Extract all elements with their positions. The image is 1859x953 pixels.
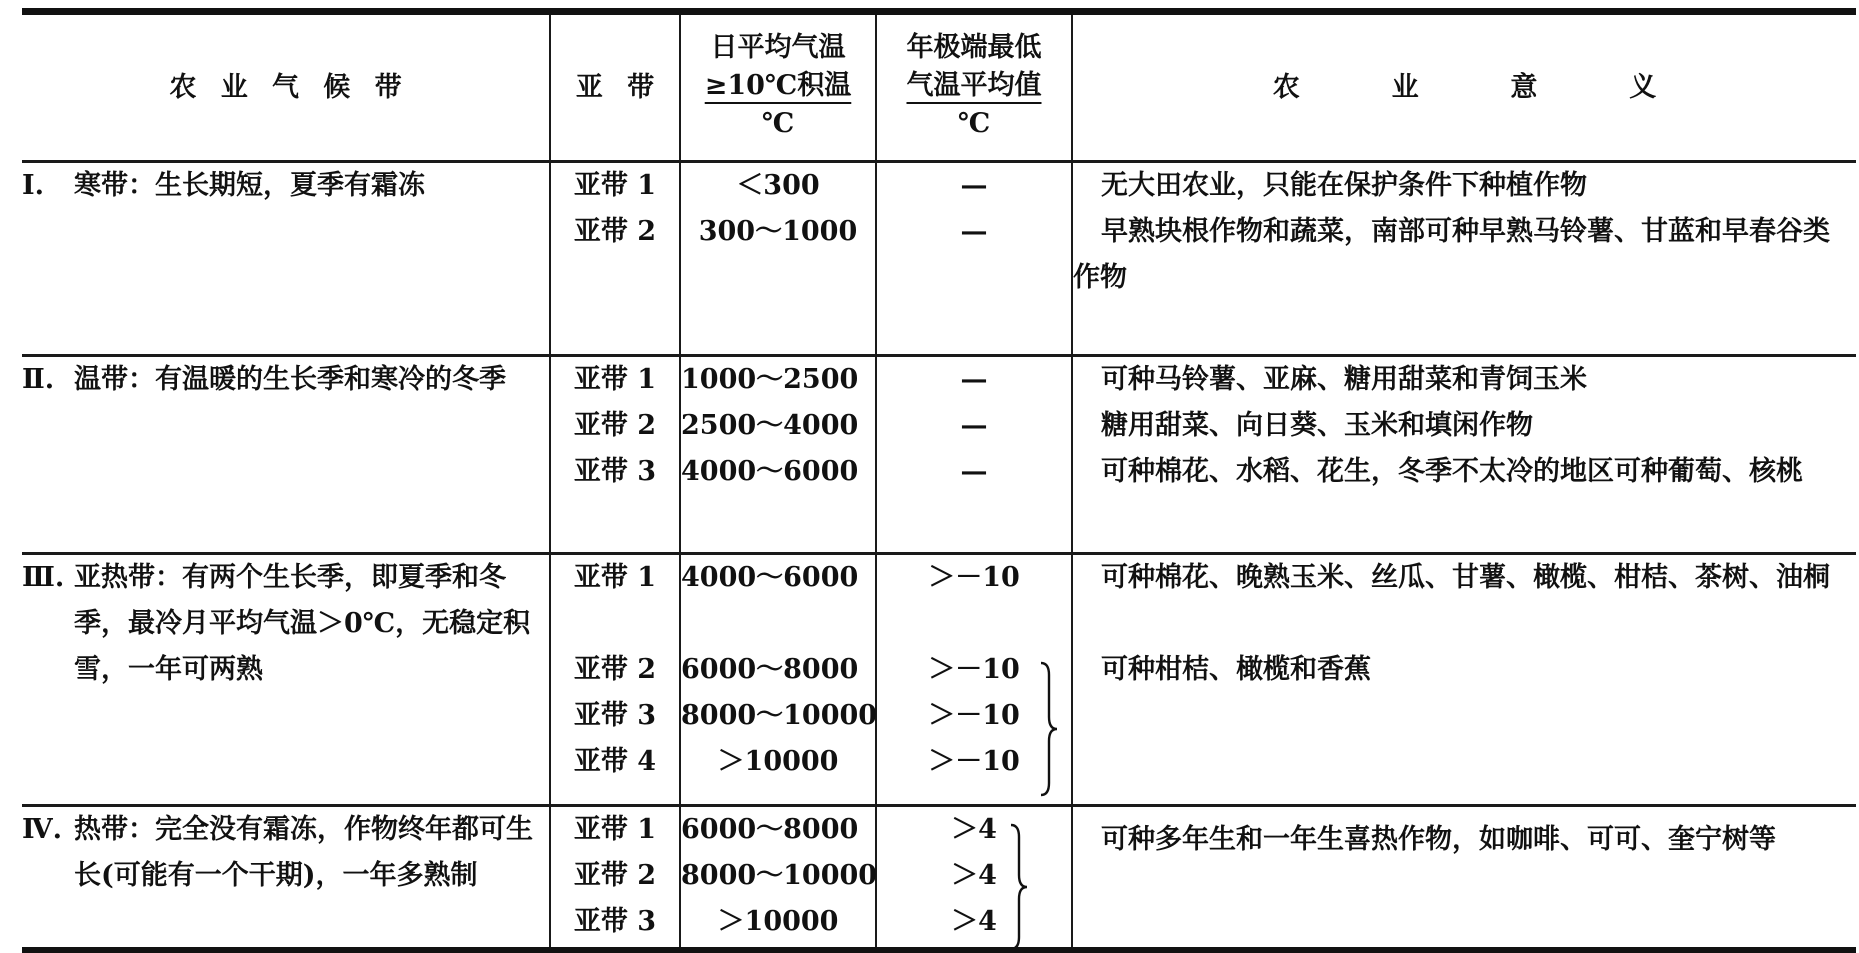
minimum-temp-value: ＞4 <box>951 860 997 891</box>
table-row <box>22 806 1856 950</box>
accumulated-temp-value: 8000～10000 <box>681 700 878 731</box>
zone-name-cell <box>22 162 550 356</box>
subzone-label: 亚带 3 <box>573 700 657 731</box>
zone-description: 亚热带：有两个生长季，即夏季和冬季，最冷月平均气温＞0℃，无稳定积雪，一年可两熟 <box>74 562 531 685</box>
zone-number: Ⅲ. <box>22 562 65 593</box>
table-header-row <box>22 12 1856 162</box>
significance-text: 早熟块根作物和蔬菜，南部可种早熟马铃薯、甘蓝和早春谷类作物 <box>1073 216 1830 293</box>
zone-name-cell <box>22 806 550 950</box>
zone-number: Ⅱ. <box>22 364 55 395</box>
zone-description: 热带：完全没有霜冻，作物终年都可生长(可能有一个干期)，一年多熟制 <box>74 814 533 891</box>
minimum-temp-value: ＞－10 <box>928 700 1020 731</box>
minimum-temp-value: — <box>960 216 988 247</box>
subzone-cell <box>550 162 680 356</box>
significance-text: 可种马铃薯、亚麻、糖用甜菜和青饲玉米 <box>1101 364 1587 395</box>
table-row <box>22 162 1856 356</box>
accumulated-temp-value: 8000～10000 <box>681 860 878 891</box>
accumulated-temp-cell <box>680 356 876 554</box>
significance-text: 可种棉花、水稻、花生，冬季不太冷的地区可种葡萄、核桃 <box>1101 456 1803 487</box>
header-minimum-temperature: 年极端最低 气温平均值 ℃ <box>876 12 1072 162</box>
accumulated-temp-value: 300～1000 <box>698 216 858 247</box>
significance-text: 可种棉花、晚熟玉米、丝瓜、甘薯、橄榄、柑桔、茶树、油桐 <box>1101 562 1830 593</box>
minimum-temp-value: — <box>960 364 988 395</box>
accumulated-temp-value: 4000～6000 <box>681 562 859 593</box>
agricultural-climate-zone-table <box>22 8 1856 953</box>
grouping-brace-icon <box>1037 659 1061 799</box>
header-accumulated-temperature: 日平均气温 ≥10℃积温 ℃ <box>680 12 876 162</box>
accumulated-temp-value: 4000～6000 <box>681 456 859 487</box>
zone-number: Ⅳ. <box>22 814 63 845</box>
accumulated-temp-value: ＞10000 <box>717 746 839 777</box>
accumulated-temp-value: 6000～8000 <box>681 814 859 845</box>
subzone-label: 亚带 1 <box>573 814 657 845</box>
header-agricultural-significance: 农业意义 <box>1072 12 1856 162</box>
zone-name-cell <box>22 356 550 554</box>
subzone-cell <box>550 806 680 950</box>
subzone-label: 亚带 2 <box>573 860 657 891</box>
accumulated-temp-value: 1000～2500 <box>681 364 859 395</box>
accumulated-temp-value: 2500～4000 <box>681 410 859 441</box>
significance-text: 糖用甜菜、向日葵、玉米和填闲作物 <box>1101 410 1533 441</box>
significance-cell <box>1072 162 1856 356</box>
minimum-temp-value: ＞4 <box>951 814 997 845</box>
subzone-label: 亚带 1 <box>573 170 657 201</box>
accumulated-temp-cell <box>680 554 876 806</box>
subzone-label: 亚带 2 <box>573 216 657 247</box>
minimum-temp-cell <box>876 356 1072 554</box>
accumulated-temp-cell <box>680 162 876 356</box>
subzone-label: 亚带 4 <box>573 746 657 777</box>
zone-number: Ⅰ. <box>22 170 45 201</box>
minimum-temp-value: — <box>960 410 988 441</box>
subzone-cell <box>550 554 680 806</box>
zone-description: 温带：有温暖的生长季和寒冷的冬季 <box>74 364 506 395</box>
subzone-label: 亚带 1 <box>573 562 657 593</box>
minimum-temp-value: ＞－10 <box>928 562 1020 593</box>
minimum-temp-value: — <box>960 456 988 487</box>
subzone-label: 亚带 1 <box>573 364 657 395</box>
subzone-cell <box>550 356 680 554</box>
significance-text: 无大田农业，只能在保护条件下种植作物 <box>1101 170 1587 201</box>
significance-cell <box>1072 806 1856 950</box>
header-subzone: 亚带 <box>550 12 680 162</box>
subzone-label: 亚带 2 <box>573 654 657 685</box>
minimum-temp-value: ＞－10 <box>928 654 1020 685</box>
zone-description: 寒带：生长期短，夏季有霜冻 <box>74 170 425 201</box>
accumulated-temp-value: ＜300 <box>736 170 820 201</box>
significance-cell <box>1072 356 1856 554</box>
subzone-label: 亚带 3 <box>573 906 657 937</box>
subzone-label: 亚带 3 <box>573 456 657 487</box>
minimum-temp-value: ＞4 <box>951 906 997 937</box>
minimum-temp-cell <box>876 806 1072 950</box>
accumulated-temp-value: ＞10000 <box>717 906 839 937</box>
minimum-temp-cell <box>876 554 1072 806</box>
grouping-brace-icon <box>1007 821 1031 953</box>
significance-cell <box>1072 554 1856 806</box>
significance-text: 可种柑桔、橄榄和香蕉 <box>1101 654 1371 685</box>
significance-text: 可种多年生和一年生喜热作物，如咖啡、可可、奎宁树等 <box>1101 824 1776 855</box>
subzone-label: 亚带 2 <box>573 410 657 441</box>
minimum-temp-value: — <box>960 170 988 201</box>
table-row <box>22 554 1856 806</box>
header-zone: 农业气候带 <box>169 71 426 103</box>
zone-name-cell <box>22 554 550 806</box>
minimum-temp-value: ＞－10 <box>928 746 1020 777</box>
accumulated-temp-value: 6000～8000 <box>681 654 859 685</box>
minimum-temp-cell <box>876 162 1072 356</box>
table-row <box>22 356 1856 554</box>
accumulated-temp-cell <box>680 806 876 950</box>
